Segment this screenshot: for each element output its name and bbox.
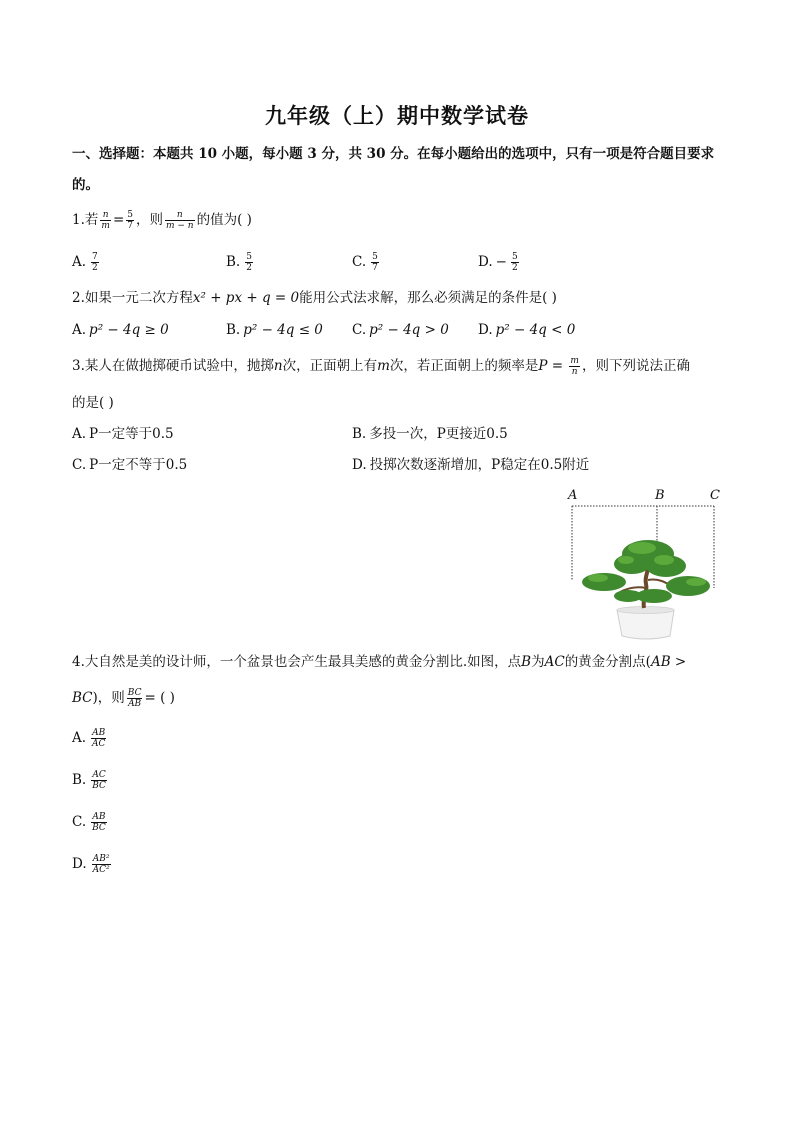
option-fraction bbox=[91, 252, 99, 273]
q3-var-p: P bbox=[538, 358, 548, 374]
option-label: B. bbox=[226, 322, 241, 338]
option-label: A. bbox=[72, 426, 87, 442]
option-num: 5 bbox=[246, 252, 252, 262]
option-fraction bbox=[371, 252, 379, 273]
q1-given-den: m bbox=[101, 221, 110, 231]
figure-label-b: B bbox=[655, 488, 665, 503]
q1-prefix: 1.若 bbox=[72, 212, 99, 228]
option-sign: − bbox=[495, 254, 507, 270]
q3-option-a[interactable] bbox=[72, 424, 174, 444]
option-label: B. bbox=[352, 426, 367, 442]
q3-text4: ，则下列说法正确 bbox=[581, 358, 690, 374]
option-den: 2 bbox=[246, 263, 252, 273]
option-num: 5 bbox=[372, 252, 378, 262]
q3-fraction bbox=[569, 356, 580, 377]
option-label: A. bbox=[72, 322, 87, 338]
option-label: B. bbox=[72, 772, 87, 788]
option-fraction bbox=[92, 854, 111, 875]
q1-given-num: n bbox=[100, 210, 111, 221]
option-label: A. bbox=[72, 254, 87, 270]
q4-condition-cont: BC bbox=[72, 690, 93, 706]
q3-text1: 3.某人在做抛掷硬币试验中，抛掷 bbox=[72, 358, 274, 374]
option-expression: p² − 4q ≤ 0 bbox=[243, 322, 323, 338]
q3-text2: 次，正面朝上有 bbox=[282, 358, 378, 374]
q3-var-n: n bbox=[273, 358, 283, 374]
option-num: AB² bbox=[92, 854, 110, 864]
q1-given-value-num: 5 bbox=[127, 210, 133, 220]
option-label: C. bbox=[72, 457, 87, 473]
q1-ask-fraction bbox=[165, 210, 195, 231]
option-label: D. bbox=[478, 254, 493, 270]
q4-mid3: )，则 bbox=[92, 690, 125, 706]
option-den: BC bbox=[92, 823, 106, 833]
q4-segment-ac: AC bbox=[544, 654, 565, 670]
section-instruction-line2: 的。 bbox=[72, 177, 99, 193]
q2-prefix: 2.如果一元二次方程 bbox=[72, 290, 193, 306]
option-label: D. bbox=[478, 322, 493, 338]
q1-ask-num: n bbox=[165, 210, 195, 221]
question-2-stem bbox=[72, 288, 557, 308]
option-label: B. bbox=[226, 254, 241, 270]
q4-option-d[interactable] bbox=[72, 854, 113, 875]
bonsai-illustration bbox=[562, 488, 724, 644]
q2-equation: x² + px + q = 0 bbox=[192, 290, 300, 306]
option-text: P一定等于0.5 bbox=[89, 426, 174, 442]
q2-option-b[interactable] bbox=[226, 320, 323, 340]
q1-option-a[interactable] bbox=[72, 252, 101, 273]
q1-option-b[interactable] bbox=[226, 252, 255, 273]
option-num: AC bbox=[92, 770, 106, 780]
q3-fraction-den: n bbox=[571, 367, 578, 377]
q1-suffix: 的值为( ) bbox=[196, 212, 252, 228]
option-label: C. bbox=[352, 322, 367, 338]
question-4-stem-line2 bbox=[72, 688, 175, 709]
q1-option-c[interactable] bbox=[352, 252, 381, 273]
q1-given-fraction bbox=[100, 210, 111, 231]
q3-equals: = bbox=[547, 358, 568, 374]
figure-label-a: A bbox=[568, 488, 578, 503]
option-den: 2 bbox=[92, 263, 98, 273]
q4-mid1: 为 bbox=[531, 654, 545, 670]
q4-point-b: B bbox=[521, 654, 532, 670]
option-label: D. bbox=[352, 457, 367, 473]
option-text: 投掷次数逐渐增加，P稳定在0.5附近 bbox=[369, 457, 590, 473]
q3-var-m: m bbox=[377, 358, 390, 374]
option-text: P一定不等于0.5 bbox=[89, 457, 188, 473]
page-title: 九年级（上）期中数学试卷 bbox=[265, 104, 529, 128]
section-instruction-line1: 一、选择题：本题共 10 小题，每小题 3 分，共 30 分。在每小题给出的选项中，只有一项是符合题目要求 bbox=[72, 146, 715, 162]
q1-given-value-den: 7 bbox=[127, 221, 133, 231]
option-den: 7 bbox=[372, 263, 378, 273]
q4-option-c[interactable] bbox=[72, 812, 109, 833]
option-expression: p² − 4q ≥ 0 bbox=[89, 322, 169, 338]
q3-option-b[interactable] bbox=[352, 424, 508, 444]
q3-option-d[interactable] bbox=[352, 455, 589, 475]
option-fraction bbox=[245, 252, 253, 273]
option-num: AB bbox=[92, 812, 106, 822]
q2-option-a[interactable] bbox=[72, 320, 169, 340]
option-label: C. bbox=[72, 814, 87, 830]
option-text: 多投一次，P更接近0.5 bbox=[369, 426, 508, 442]
option-den: AC bbox=[92, 739, 106, 749]
option-num: AB bbox=[92, 728, 106, 738]
q3-fraction-num: m bbox=[570, 356, 579, 366]
q4-ask-den: AB bbox=[128, 699, 142, 709]
q1-ask-den: m − n bbox=[165, 221, 194, 231]
figure-label-c: C bbox=[710, 488, 720, 503]
q4-ask-fraction bbox=[127, 688, 143, 709]
q2-option-d[interactable] bbox=[478, 320, 575, 340]
q1-given-value bbox=[126, 210, 134, 231]
q1-option-d[interactable] bbox=[478, 252, 521, 273]
q4-option-b[interactable] bbox=[72, 770, 109, 791]
bonsai-figure bbox=[562, 488, 724, 644]
q1-equals: = bbox=[112, 212, 125, 228]
option-expression: p² − 4q < 0 bbox=[495, 322, 576, 338]
option-fraction bbox=[91, 728, 106, 749]
q4-condition: AB > bbox=[650, 654, 687, 670]
q4-option-a[interactable] bbox=[72, 728, 108, 749]
option-label: D. bbox=[72, 856, 87, 872]
q2-suffix: 能用公式法求解，那么必须满足的条件是( ) bbox=[299, 290, 557, 306]
option-fraction bbox=[91, 812, 107, 833]
option-num: 5 bbox=[511, 252, 518, 262]
question-3-stem-line2: 的是( ) bbox=[72, 395, 114, 411]
option-num: 7 bbox=[92, 252, 98, 262]
q4-text1: 4.大自然是美的设计师，一个盆景也会产生最具美感的黄金分割比.如图，点 bbox=[72, 654, 522, 670]
question-3-stem-line1 bbox=[72, 356, 690, 377]
option-fraction bbox=[91, 770, 107, 791]
q3-option-c[interactable] bbox=[72, 455, 187, 475]
q4-ask-suffix: = ( ) bbox=[144, 690, 175, 706]
question-1-stem bbox=[72, 210, 252, 231]
option-den: AC² bbox=[92, 865, 110, 875]
q4-mid2: 的黄金分割点( bbox=[564, 654, 651, 670]
question-4-stem-line1 bbox=[72, 652, 686, 672]
q2-option-c[interactable] bbox=[352, 320, 449, 340]
q4-ask-num: BC bbox=[127, 688, 142, 698]
option-label: C. bbox=[352, 254, 367, 270]
option-expression: p² − 4q > 0 bbox=[369, 322, 449, 338]
option-den: BC bbox=[92, 781, 106, 791]
option-fraction bbox=[511, 252, 519, 273]
q1-mid: ，则 bbox=[135, 212, 163, 228]
option-den: 2 bbox=[511, 263, 518, 273]
q3-text3: 次，若正面朝上的频率是 bbox=[389, 358, 539, 374]
option-label: A. bbox=[72, 730, 87, 746]
